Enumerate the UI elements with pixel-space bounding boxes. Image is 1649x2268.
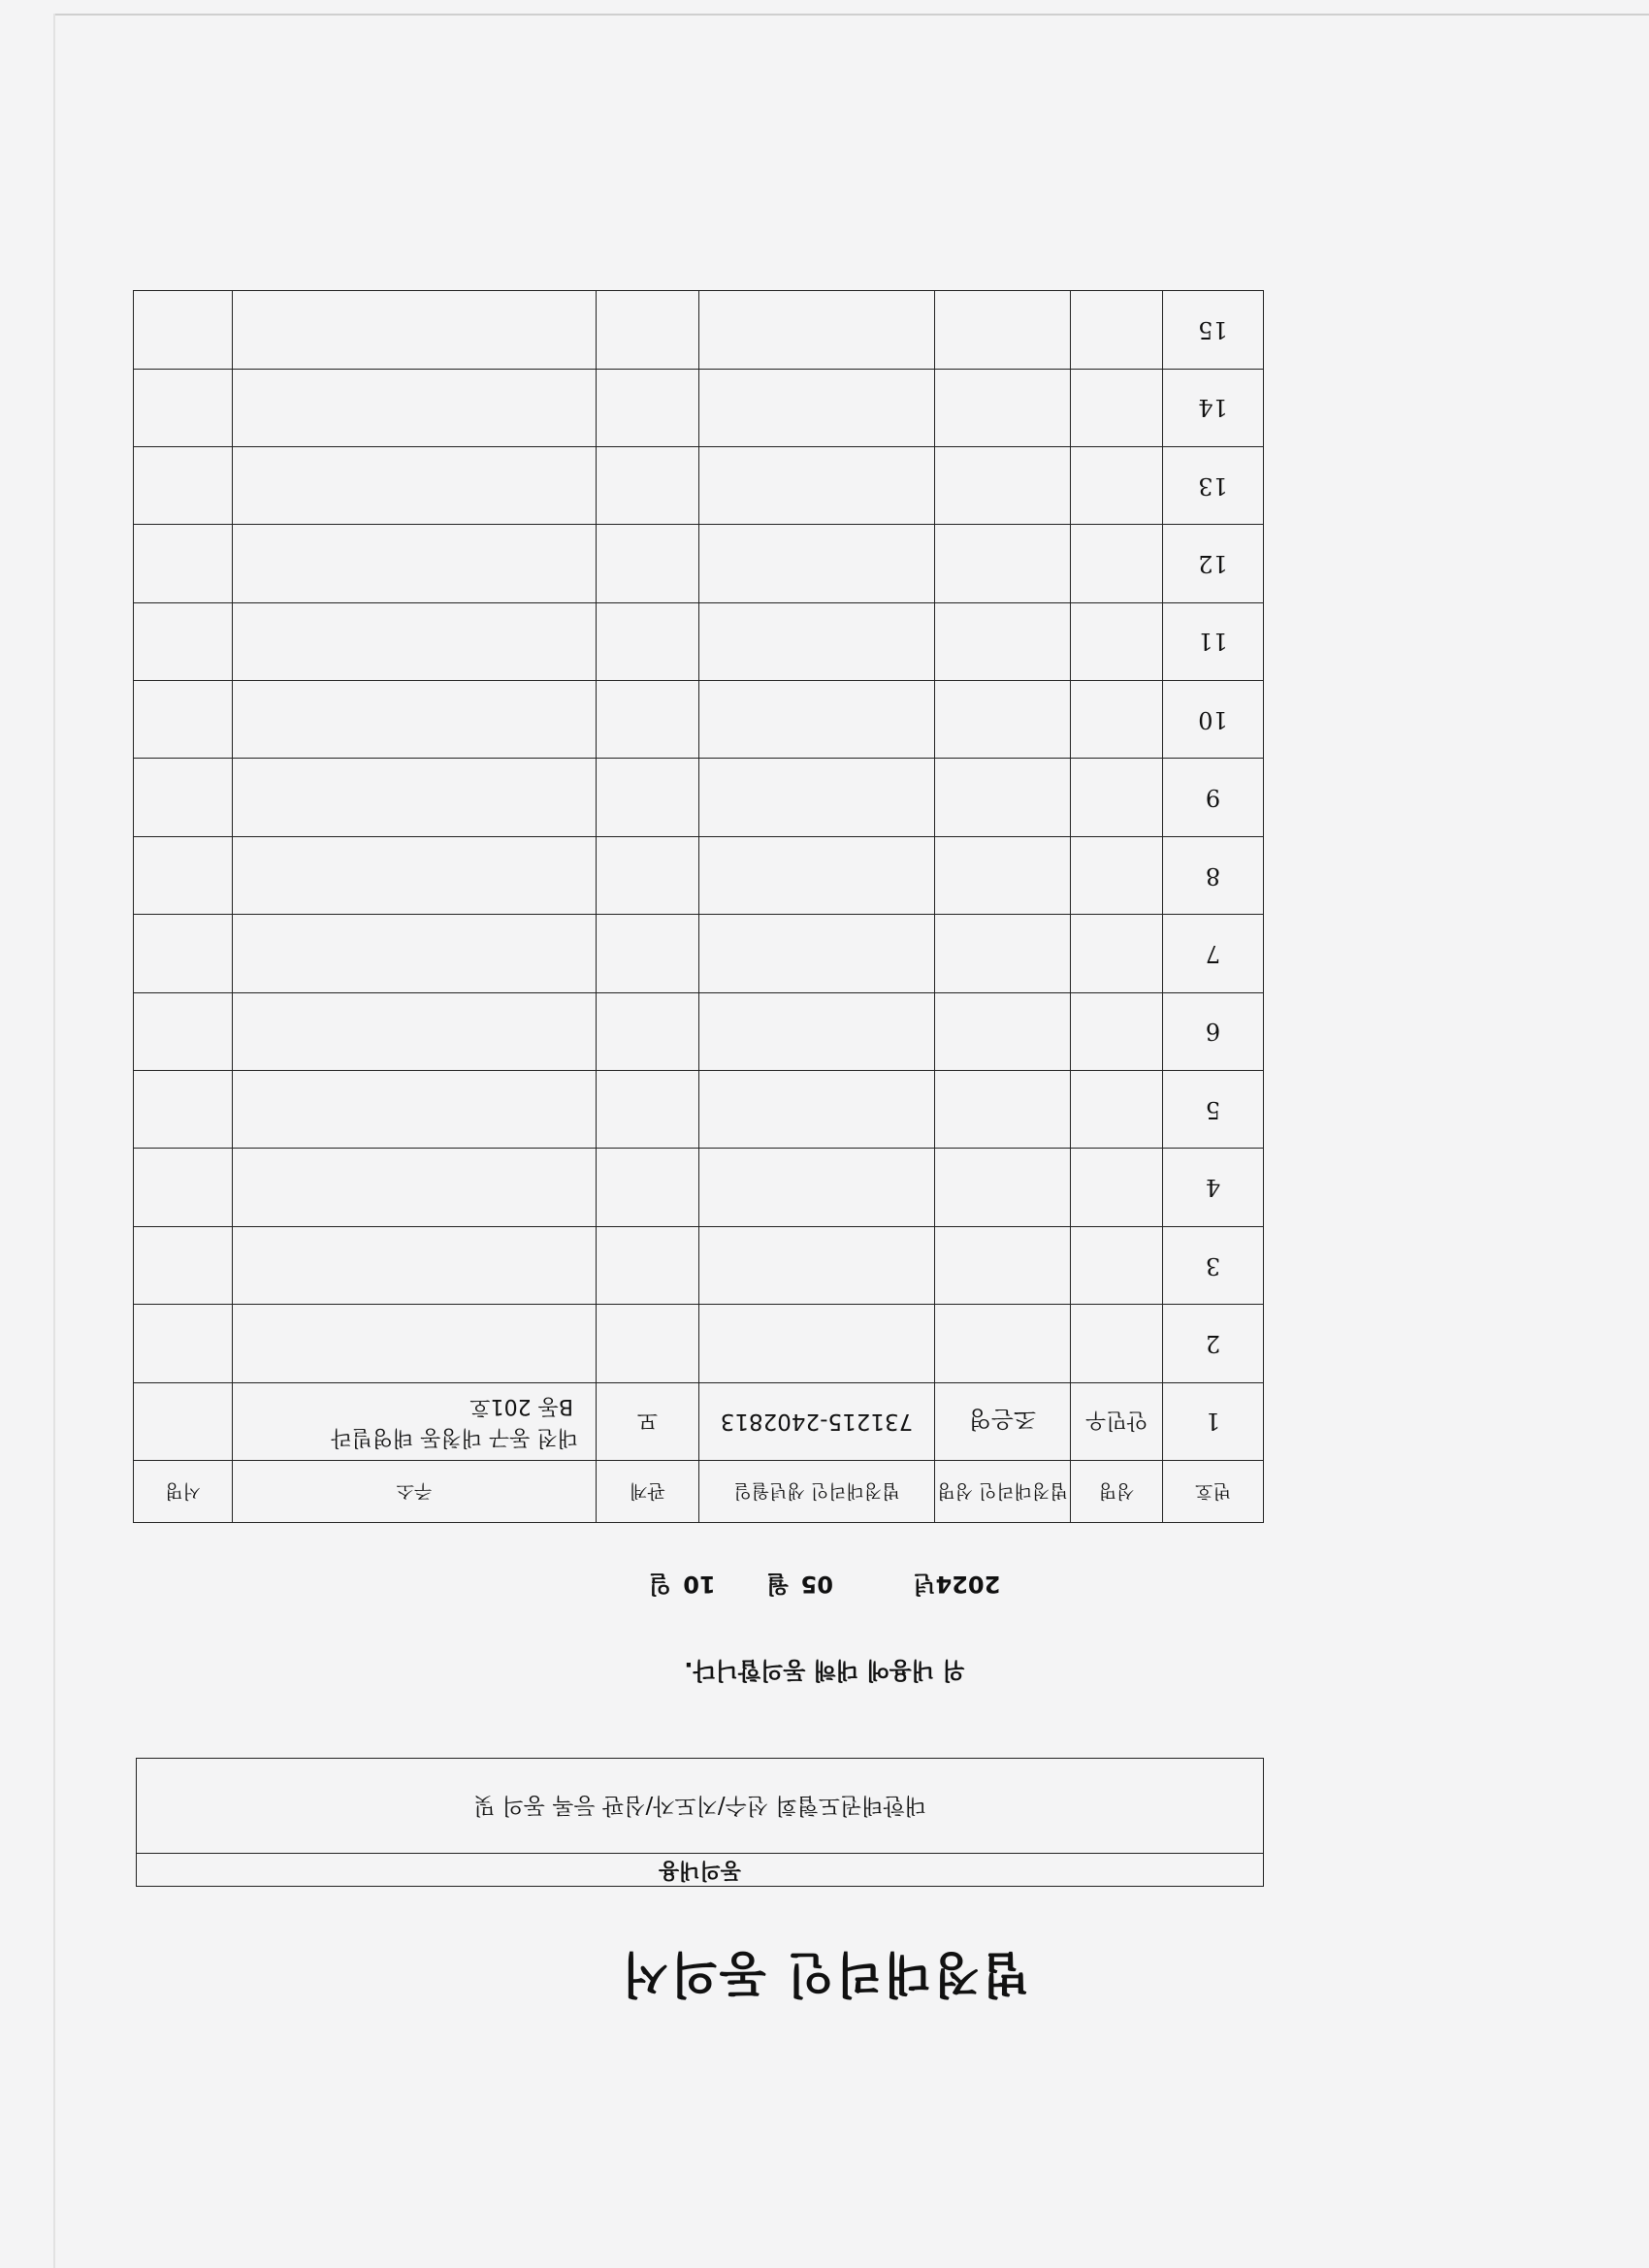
row-guardian-name xyxy=(935,1305,1071,1382)
table-row xyxy=(134,525,1264,602)
row-member-name xyxy=(1071,1305,1163,1382)
row-address xyxy=(233,1149,597,1226)
row-guardian-birth xyxy=(699,525,935,602)
row-guardian-name xyxy=(935,992,1071,1070)
table-row xyxy=(134,1305,1264,1382)
row-signature xyxy=(134,369,233,446)
row-number: 3 xyxy=(1163,1226,1264,1304)
row-guardian-name xyxy=(935,1226,1071,1304)
row-relation xyxy=(597,1226,699,1304)
row-guardian-birth xyxy=(699,1071,935,1149)
table-row xyxy=(134,1149,1264,1226)
row-signature xyxy=(134,525,233,602)
header-guardian-birth: 법정대리인 생년월일 xyxy=(699,1461,935,1523)
row-number: 7 xyxy=(1163,915,1264,992)
row-relation xyxy=(597,915,699,992)
row-signature xyxy=(134,1149,233,1226)
header-address: 주소 xyxy=(233,1461,597,1523)
row-guardian-birth xyxy=(699,759,935,836)
row-signature xyxy=(134,602,233,680)
row-address xyxy=(233,992,597,1070)
row-member-name xyxy=(1071,446,1163,524)
row-address xyxy=(233,1382,597,1460)
row-member-name xyxy=(1071,836,1163,914)
document-title: 법정대리인 동의서 xyxy=(620,1946,1029,2002)
row-member-name xyxy=(1071,1226,1163,1304)
consent-box-body: 대한태권도협회 선수/지도자/심판 등록 동의 및 xyxy=(473,1793,926,1818)
table-row xyxy=(134,369,1264,446)
address-line-2: B동 201호 xyxy=(469,1394,573,1419)
row-relation xyxy=(597,1149,699,1226)
row-number: 1 xyxy=(1163,1382,1264,1460)
row-address xyxy=(233,836,597,914)
table-row xyxy=(134,681,1264,759)
row-relation: 모 xyxy=(597,1382,699,1460)
row-address xyxy=(233,681,597,759)
row-address xyxy=(233,915,597,992)
row-guardian-name xyxy=(935,836,1071,914)
table-row xyxy=(134,1071,1264,1149)
table-row xyxy=(134,1382,1264,1460)
row-relation xyxy=(597,836,699,914)
row-guardian-birth xyxy=(699,369,935,446)
row-number: 15 xyxy=(1163,291,1264,369)
table-header-row xyxy=(134,1461,1264,1523)
row-guardian-birth xyxy=(699,602,935,680)
row-number: 11 xyxy=(1163,602,1264,680)
row-signature xyxy=(134,1071,233,1149)
row-signature xyxy=(134,291,233,369)
row-guardian-birth xyxy=(699,1149,935,1226)
row-guardian-name xyxy=(935,291,1071,369)
row-member-name xyxy=(1071,291,1163,369)
table-row xyxy=(134,1226,1264,1304)
row-relation xyxy=(597,446,699,524)
row-number: 12 xyxy=(1163,525,1264,602)
row-signature xyxy=(134,1382,233,1460)
row-member-name xyxy=(1071,915,1163,992)
row-relation xyxy=(597,759,699,836)
row-relation xyxy=(597,681,699,759)
row-guardian-birth xyxy=(699,992,935,1070)
table-body xyxy=(134,291,1264,1461)
date-day: 10 일 xyxy=(648,1571,716,1598)
signing-date xyxy=(0,1570,1649,1604)
row-number: 5 xyxy=(1163,1071,1264,1149)
row-guardian-birth xyxy=(699,1226,935,1304)
row-guardian-name xyxy=(935,759,1071,836)
header-guardian-name: 법정대리인 성명 xyxy=(935,1461,1071,1523)
row-guardian-birth xyxy=(699,915,935,992)
row-guardian-birth xyxy=(699,446,935,524)
row-member-name xyxy=(1071,681,1163,759)
agreement-statement: 위 내용에 대해 동의합니다. xyxy=(684,1657,965,1684)
row-member-name xyxy=(1071,369,1163,446)
row-guardian-name xyxy=(935,915,1071,992)
row-address xyxy=(233,446,597,524)
guardian-table xyxy=(133,290,1264,1523)
table-row xyxy=(134,836,1264,914)
table-row xyxy=(134,446,1264,524)
row-number: 2 xyxy=(1163,1305,1264,1382)
row-address xyxy=(233,525,597,602)
table-row xyxy=(134,291,1264,369)
row-relation xyxy=(597,525,699,602)
row-address xyxy=(233,1071,597,1149)
header-role: 성명 xyxy=(1071,1461,1163,1523)
row-relation xyxy=(597,369,699,446)
row-member-name xyxy=(1071,602,1163,680)
table-row xyxy=(134,992,1264,1070)
row-relation xyxy=(597,291,699,369)
header-signature: 서명 xyxy=(134,1461,233,1523)
row-number: 8 xyxy=(1163,836,1264,914)
row-guardian-name xyxy=(935,1149,1071,1226)
row-number: 9 xyxy=(1163,759,1264,836)
table-row xyxy=(134,759,1264,836)
row-member-name: 안민우 xyxy=(1071,1382,1163,1460)
row-number: 6 xyxy=(1163,992,1264,1070)
table-row xyxy=(134,915,1264,992)
row-relation xyxy=(597,1305,699,1382)
row-guardian-name xyxy=(935,369,1071,446)
address-line-1: 대전 동구 대청동 태영빌라 xyxy=(331,1425,578,1450)
row-signature xyxy=(134,915,233,992)
row-address xyxy=(233,291,597,369)
row-relation xyxy=(597,602,699,680)
row-address xyxy=(233,369,597,446)
row-signature xyxy=(134,446,233,524)
row-number: 10 xyxy=(1163,681,1264,759)
row-guardian-name xyxy=(935,1071,1071,1149)
row-guardian-birth xyxy=(699,836,935,914)
row-signature xyxy=(134,992,233,1070)
row-address xyxy=(233,1226,597,1304)
row-guardian-name xyxy=(935,602,1071,680)
row-guardian-birth: 731215-2402813 xyxy=(699,1382,935,1460)
row-signature xyxy=(134,681,233,759)
date-month: 05 월 xyxy=(766,1571,833,1598)
consent-content-box xyxy=(136,1758,1264,1887)
row-guardian-name: 조은영 xyxy=(935,1382,1071,1460)
row-guardian-name xyxy=(935,525,1071,602)
date-year: 2024년 xyxy=(913,1571,1001,1598)
row-number: 4 xyxy=(1163,1149,1264,1226)
row-relation xyxy=(597,1071,699,1149)
row-guardian-name xyxy=(935,446,1071,524)
row-signature xyxy=(134,759,233,836)
consent-box-header: 동의내용 xyxy=(137,1853,1263,1886)
row-address xyxy=(233,759,597,836)
row-signature xyxy=(134,1226,233,1304)
header-relation: 관계 xyxy=(597,1461,699,1523)
row-member-name xyxy=(1071,1149,1163,1226)
row-signature xyxy=(134,1305,233,1382)
row-member-name xyxy=(1071,992,1163,1070)
row-member-name xyxy=(1071,1071,1163,1149)
row-number: 14 xyxy=(1163,369,1264,446)
row-signature xyxy=(134,836,233,914)
row-member-name xyxy=(1071,525,1163,602)
header-no: 번호 xyxy=(1163,1461,1264,1523)
row-guardian-birth xyxy=(699,681,935,759)
row-address xyxy=(233,1305,597,1382)
row-member-name xyxy=(1071,759,1163,836)
row-guardian-birth xyxy=(699,291,935,369)
row-guardian-birth xyxy=(699,1305,935,1382)
row-relation xyxy=(597,992,699,1070)
row-address xyxy=(233,602,597,680)
row-number: 13 xyxy=(1163,446,1264,524)
row-guardian-name xyxy=(935,681,1071,759)
table-row xyxy=(134,602,1264,680)
